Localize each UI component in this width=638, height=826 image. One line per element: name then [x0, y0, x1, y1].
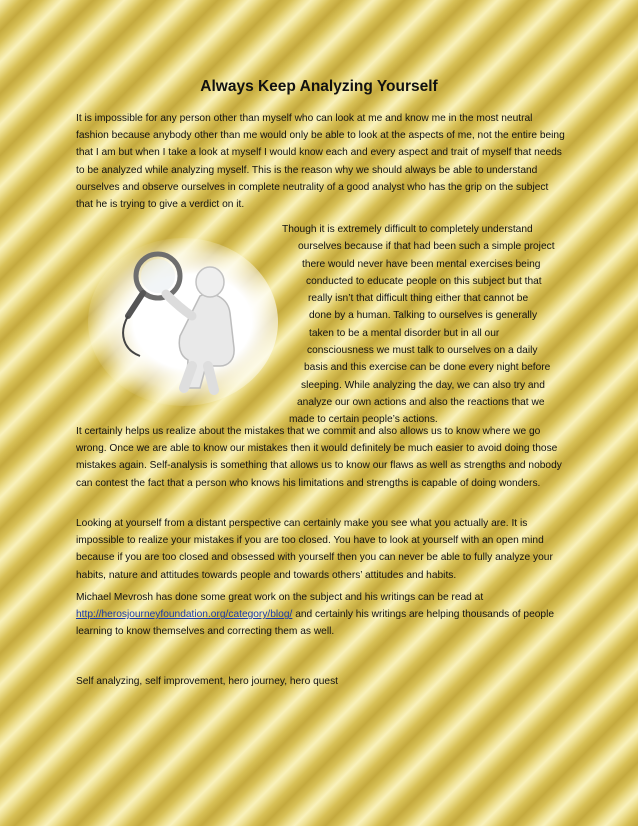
paragraph-5: [76, 589, 566, 641]
paragraph-2-line: done by a human. Talking to ourselves is generally: [309, 310, 538, 322]
paragraph-2-line: there would never have been mental exercises being: [302, 258, 541, 270]
paragraph-1: It is impossible for any person other than myself who can look at me and know me in the most neutral fashion because anybody other than me would only be able to look at the aspects of me, not the entire being that I am but when I take a look at myself I would know each and every aspect and trait of myself that needs to be analyzed while analyzing myself. This is the reason why we should always be able to understand ourselves and observe ourselves in complete neutrality of a good analyst who has the grip on the subject that he is trying to give a verdict on it.: [76, 113, 565, 211]
paragraph-2-line: basis and this exercise can be done every night before: [304, 362, 551, 374]
paragraph-2-line: analyze our own actions and also the reactions that we: [297, 396, 545, 408]
paragraph-5-text-before: Michael Mevrosh has done some great work on the subject and his writings can be read at: [76, 592, 484, 603]
paragraph-2-line: really isn’t that difficult thing either that cannot be: [308, 293, 529, 305]
paragraph-5-text-after: and certainly his writings are helping thousands of people learning to know themselves and correcting them as well.: [76, 609, 555, 638]
figure-with-magnifying-glass-icon: [88, 238, 278, 406]
paragraph-2-line: conducted to educate people on this subject but that: [306, 275, 542, 287]
paragraph-2-line: sleeping. While analyzing the day, we can also try and: [301, 379, 545, 391]
paragraph-2-line: consciousness we must talk to ourselves on a daily: [307, 345, 538, 357]
paragraph-2-line: ourselves because if that had been such a simple project: [298, 241, 555, 253]
keywords: Self analyzing, self improvement, hero journey, hero quest: [76, 676, 338, 687]
paragraph-2-line: made to certain people’s actions.: [289, 414, 438, 426]
blog-link[interactable]: http://herosjourneyfoundation.org/category/blog/: [76, 609, 293, 621]
paragraph-2: [282, 221, 582, 429]
paragraph-3: It certainly helps us realize about the mistakes that we commit and also allows us to know where we go wrong. Once we are able to know our mistakes then it would definitely be much easier to avoid doing those mistakes again. Self-analysis is something that allows us to know our flaws as well as strengths and nobody can contest the fact that a person who knows his limitations and strengths is capable of doing wonders.: [76, 426, 562, 489]
paragraph-2-line: taken to be a mental disorder but in all our: [309, 327, 500, 339]
paragraph-4: Looking at yourself from a distant perspective can certainly make you see what you actually are. It is impossible to realize your mistakes if you are too closed. You have to look at yourself with an open mind because if you are too closed and obsessed with yourself then you can never be able to fully analyze your habits, nature and attitudes towards people and towards others’ attitudes and habits.: [76, 518, 553, 581]
page-title: Always Keep Analyzing Yourself: [200, 78, 438, 95]
paragraph-2-line: Though it is extremely difficult to completely understand: [282, 224, 533, 235]
